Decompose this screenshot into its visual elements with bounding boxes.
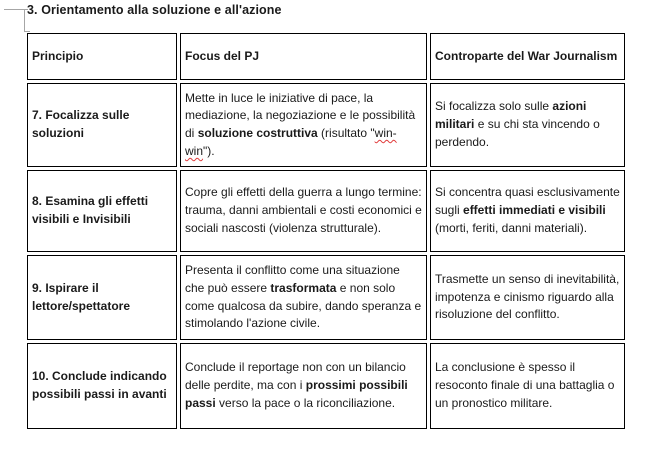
solution-orientation-table [24, 30, 628, 432]
row1-controparte-cell: Si focalizza solo sulle azioni militari e su chi sta vincendo o perdendo. [430, 83, 625, 167]
table-row [27, 343, 625, 429]
table-move-handle-line-vertical [24, 10, 25, 31]
row2-controparte-cell: Si concentra quasi esclusivamente sugli effetti immediati e visibili (morti, feriti, danni materiali). [430, 170, 625, 252]
header-cell-focus: Focus del PJ [180, 33, 427, 80]
table-row [27, 170, 625, 252]
row3-principio-cell: 9. Ispirare il lettore/spettatore [27, 255, 177, 340]
row1-focus-cell: Mette in luce le iniziative di pace, la mediazione, la negoziazione e le possibilità di soluzione costruttiva (risultato "win-win"). [180, 83, 427, 167]
table-header-row [27, 33, 625, 80]
row2-principio-cell: 8. Esamina gli effetti visibili e Invisibili [27, 170, 177, 252]
header-cell-controparte: Controparte del War Journalism [430, 33, 625, 80]
table-row [27, 83, 625, 167]
row3-focus-cell: Presenta il conflitto come una situazione che può essere trasformata e non solo come qualcosa da subire, dando speranza e stimolando l'azione civile. [180, 255, 427, 340]
section-heading: 3. Orientamento alla soluzione e all'azione [27, 3, 282, 17]
row4-controparte-cell: La conclusione è spesso il resoconto finale di una battaglia o un pronostico militare. [430, 343, 625, 429]
row2-focus-cell: Copre gli effetti della guerra a lungo termine: trauma, danni ambientali e costi economici e sociali nascosti (violenza strutturale). [180, 170, 427, 252]
table-row [27, 255, 625, 340]
header-cell-principio: Principio [27, 33, 177, 80]
row4-focus-cell: Conclude il reportage non con un bilancio delle perdite, ma con i prossimi possibili passi verso la pace o la riconciliazione. [180, 343, 427, 429]
row4-principio-cell: 10. Conclude indicando possibili passi in avanti [27, 343, 177, 429]
row3-controparte-cell: Trasmette un senso di inevitabilità, impotenza e cinismo riguardo alla risoluzione del conflitto. [430, 255, 625, 340]
row1-principio-cell: 7. Focalizza sulle soluzioni [27, 83, 177, 167]
